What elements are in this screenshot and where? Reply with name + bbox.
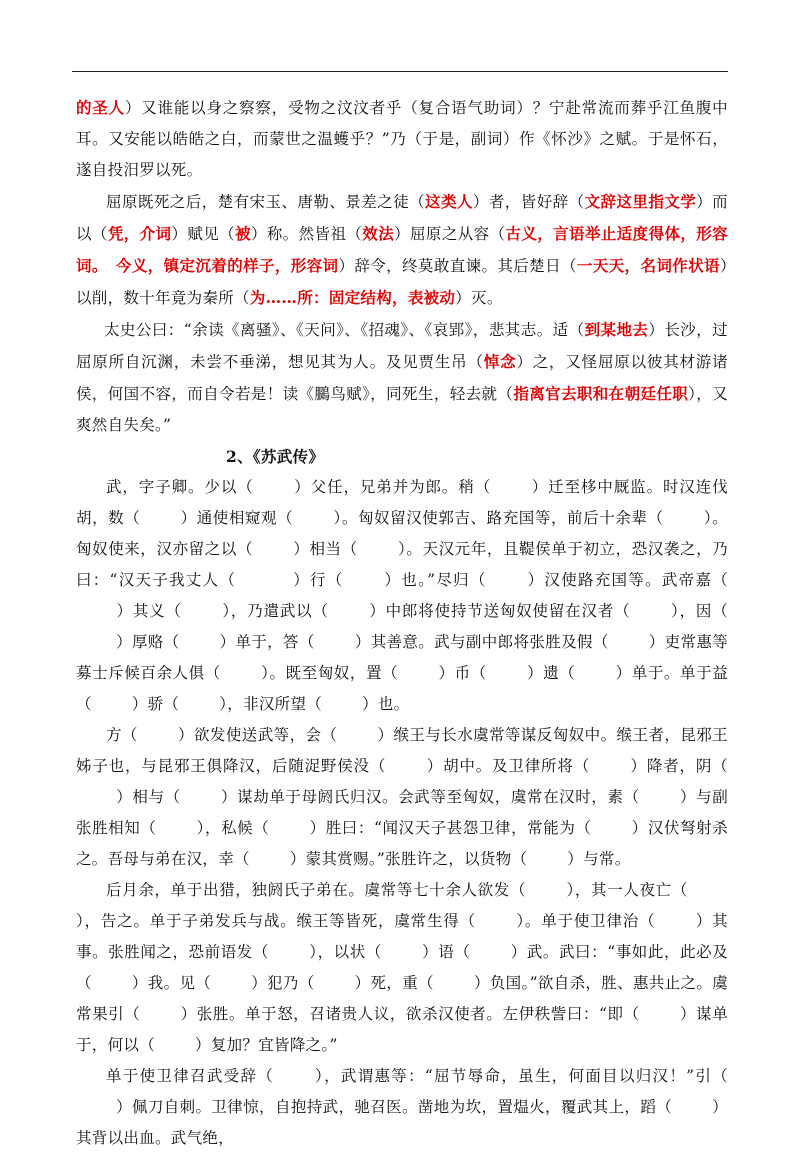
text-run: ）也。”尽归（ [383,571,487,589]
annotation-text: 凭，介词 [107,224,172,243]
text-run: ）也。 [362,695,410,713]
text-run: ），武谓惠等：“屈节辱命，虽生，何面目以归汉！”引（ [314,1067,728,1085]
text-run: ）以削，数十年竟为秦所（ [76,257,728,307]
text-run: ），乃遣武以（ [221,602,329,620]
text-run: 武，字子卿。少以（ [106,478,254,496]
text-run: ）谋单于，何以（ [76,1005,728,1054]
text-run: ）厚赂（ [116,633,180,651]
text-run: ）单于。单于益（ [76,664,729,713]
text-run: ）其事。张胜闻之，恐前语发（ [76,912,728,961]
text-run: ）相当（ [293,540,358,558]
annotation-text: 指离官去职和在朝廷任职 [513,384,689,403]
text-run: ）胜曰：“闻汉天子甚怨卫律，常能为（ [309,819,592,837]
text-run: ）缑王与长水虞常等谋反匈奴中。缑王者，昆邪王姊子也，与昆邪王俱降汉，后随浞野侯没（ [76,726,728,775]
section-heading: 2、《苏武传》 [226,447,325,466]
text-run: ）赋见（ [171,225,236,243]
text-run: ）复加？宜皆降之。” [195,1036,338,1054]
text-run: ）我。见（ [131,974,212,992]
text-run: ）蒙其赏赐。”张胜许之，以货物（ [289,850,528,868]
paragraph-su-wu-2 [76,720,728,875]
text-run: ）迁至栘中厩监。时汉连伐胡，数（ [76,478,728,527]
text-run: ）欲发使送武等，会（ [177,726,338,744]
text-run: ）通使相窥观（ [180,509,294,527]
text-run: ）吏常惠等募士斥候百余人俱（ [76,633,728,682]
text-run: ）遗（ [526,664,576,682]
paragraph-su-wu-4 [76,1061,728,1154]
annotation-text: 古义，言语举止适度得体，形容词。 今义，镇定沉着的样子，形容词 [76,224,728,275]
annotation-text: 文辞这里指文学 [584,192,697,211]
text-run: ）张胜。单于怒，召诸贵人议，欲杀汉使者。左伊秩訾曰：“即（ [180,1005,640,1023]
annotation-text: 效法 [362,224,395,243]
paragraph-song-yu [76,186,728,314]
text-run: ）之，又怪屈原以彼其材游诸侯，何国不容，而自令若是！读《鵩鸟赋》，同死生，轻去就（ [76,353,728,403]
text-run: ），因（ [670,602,728,620]
text-run: ），私候（ [196,819,270,837]
paragraph-taishigong [76,314,728,441]
text-run: ）骄（ [131,695,180,713]
text-run: ），又爽然自失矣。” [76,385,728,434]
header-rule [72,71,728,72]
text-run: ）行（ [292,571,344,589]
text-run: ）与常。 [567,850,631,868]
text-run: ）而以（ [76,193,728,243]
annotation-text: 一天天，名词作状语 [576,256,720,275]
text-run: ）佩刀自刺。卫律惊，自抱持武，驰召医。凿地为坎，置煴火，覆武其上，蹈（ [116,1098,673,1116]
text-run: ）称。然皆祖（ [250,225,363,243]
paragraph-su-wu-1 [76,472,728,720]
paragraph-huaisha-end [76,92,728,186]
text-run: ）犯乃（ [251,974,315,992]
text-run: 单于使卫律召武受辞（ [106,1067,275,1085]
text-run: ）武。武曰：“事如此，此必及（ [76,943,728,992]
text-run: ）胡中。及卫律所将（ [426,757,591,775]
annotation-text: 这类人 [425,192,473,211]
text-run: ）。天汉元年，且鞮侯单于初立，恐汉袭之，乃曰：“汉天子我丈人（ [76,540,729,589]
text-run: ）又谁能以身之察察，受物之汶汶者乎（复合语气助词）？宁赴常流而葬乎江鱼腹中耳。又安能以皓皓之白，而蒙世之温蠖乎？”乃（于是，副词）作《怀沙》之赋。于是怀石，遂自投汨罗以死。 [76,99,728,179]
text-run: ）中郎将使持节送匈奴使留在汉者（ [368,602,631,620]
text-run: ）其义（ [116,602,182,620]
text-run: ）者，皆好辞（ [472,193,585,211]
text-run: ），非汉所望（ [219,695,323,713]
text-run: ）。单于使卫律治（ [515,912,656,930]
text-run: ）与副张胜相知（ [76,788,728,837]
text-run: ）语（ [421,943,471,961]
text-run: ）汉使路充国等。武帝嘉（ [526,571,728,589]
text-run: ）币（ [438,664,487,682]
text-run: ），以状（ [308,943,382,961]
text-run: ）死，重（ [354,974,434,992]
text-run: ）单于，答（ [219,633,315,651]
text-run: ）父任，兄弟并为郎。稍（ [293,478,492,496]
text-run: ）。匈奴使来，汉亦留之以（ [76,509,728,558]
annotation-text: 悼念 [483,352,517,371]
text-run: ）负国。”欲自杀，胜、惠共止之。虞常果引（ [76,974,728,1023]
text-run: ），告之。单于子弟发兵与战。缑王等皆死，虞常生得（ [76,912,476,930]
annotation-text: 为……所：固定结构，表被动 [249,288,456,307]
text-run: ）谋劫单于母阏氏归汉。会武等至匈奴，虞常在汉时，素（ [220,788,640,806]
text-run: ）。匈奴留汉使郭吉、路充国等，前后十余辈（ [333,509,664,527]
text-run: 方（ [106,726,138,744]
text-run: ）长沙，过屈原所自沉渊，未尝不垂涕，想见其为人。及见贾生吊（ [76,321,728,371]
text-run: 后月余，单于出猎，独阏氏子弟在。虞常等七十余人欲发（ [106,881,527,899]
text-run: ），其一人夜亡（ [566,881,688,899]
annotation-text: 的圣人 [76,98,125,117]
annotation-text: 被 [235,224,251,243]
text-run: ）灭。 [455,289,503,307]
text-run: ）。既至匈奴，置（ [260,664,399,682]
text-run: ）辞令，终莫敢直谏。其后楚日（ [338,257,577,275]
text-run: 屈原既死之后，楚有宋玉、唐勒、景差之徒（ [106,193,426,211]
annotation-text: 到某地去 [584,320,649,339]
text-run: ）其背以出血。武气绝， [76,1098,728,1147]
text-run: ）其善意。武与副中郎将张胜及假（ [354,633,609,651]
text-run: ）降者，阴（ [630,757,728,775]
text-run: ）屈原之从容（ [394,225,506,243]
document-body [76,92,728,1154]
paragraph-su-wu-3 [76,875,728,1061]
text-run: ）汉伏弩射杀之。吾母与弟在汉，幸（ [76,819,728,868]
text-run: 太史公曰：“余读《离骚》、《天问》、《招魂》、《哀郢》，悲其志。适（ [104,321,585,339]
text-run: ）相与（ [116,788,181,806]
